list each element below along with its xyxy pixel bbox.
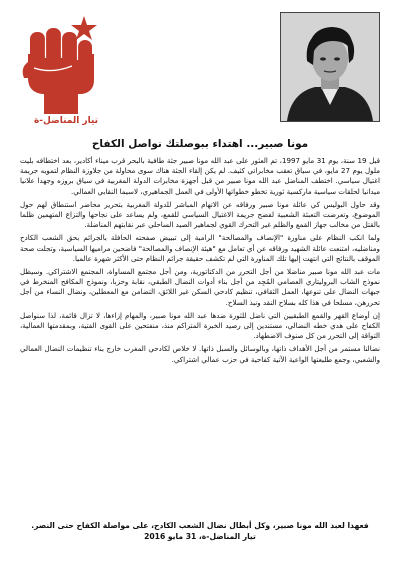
- article-body: [20, 156, 380, 368]
- closing-statement: [20, 520, 380, 542]
- closing-pledge: فعهدا لعبد الله مونا صبير، وكل أبطال نضال الشعب الكادح، على مواصلة الكفاح حتى النصر.: [31, 521, 369, 530]
- paragraph: إن أوضاع القهر والقمع الطبقيين التي ناضل للثورة ضدها عبد الله مونا صبير، والمهام إزاءها، لا تزال قائمة، لذا سنواصل الكفاح على هدي خطه النضالي، مستندين إلى رصيد الخبرة المتراكم منذ، منفتحين على القوى الفتية، وبمقدمتها العمالية، التواقة إلى التحرر من كل صنوف الاضطهاد.: [20, 310, 380, 341]
- paragraph: قبل 19 سنة، يوم 31 مايو 1997، تم العثور على عبد الله مونا صبير جثة طافية بالبحر قرب ميناء أكادير، بعد اختطافه بليت ملول يوم 27 مايو، في سياق تعقب مخابراتي كثيف. لم يكن إلقاء الجثة هناك سوى محاولة من جلاوزة النظام لتمويه جريمة اغتيال سياسي. اختطف المناضل عبد الله مونا صبير من قبل أجهزة مخابرات الدولة المغربية في سياق بروزه وجهدا علانيا ميدانيا لحلقات سياسية ماركسية ثورية تخطو خطواتها الأولى في العمل الجماهيري، لاسيما النقابي العمالي.: [20, 156, 380, 196]
- paragraph: نضالنا مستمر من أجل الأهداف ذاتها، وبالوسائل والسبل ذاتها. لا خلاص لكادحي المغرب خارج بناء تنظيمات النضال العمالي والشعبي، وجمع طليعتها الواعية الآتية كفاحية في حزب عمالي اشتراكي.: [20, 344, 380, 364]
- paragraph: ولما انكب النظام على مناورة "الإنصاف والمصالحة" الرامية إلى تبييض صفحته الحافلة بالجرائم بحق الشعب الكادح ومناضليه، امتنعت عائلة الشهيد ورفاقه عن أي تعامل مع "هيئة الإنصاف والمصالحة" فاضحين مراميها السياسية، وتجلت صحة الموقف بالنتائج التي انتهت إليها تلك المناورة التي لم تكشف حقيقة جرائم النظام حتى الأكثر شهرة عالميا.: [20, 233, 380, 263]
- logo-caption: تيار المناضل-ة: [33, 116, 99, 126]
- portrait-photo-icon: [281, 13, 379, 121]
- paragraph: وقد حاول البوليس كي عائلة مونا صبير ورفاقه عن الاتهام المباشر للدولة المغربية بتحرير محاضر استنطاق لهم حول الموضوع، وتعرضت التعبئة الشعبية لفضح جريمة الاغتيال السياسي للقمع، ولم يساعد على نجاحها والتزاع المتهمين ظلما بالقتل من مخالب جهاز القمع والظلم غير التحرك القوي لجماهير الصيد الساحلي عبر نقابتهم المناضلة.: [20, 199, 380, 230]
- closing-signature: تيار المناضل-ة، 31 مايو 2016: [144, 532, 256, 541]
- portrait-photo: [280, 12, 380, 122]
- paragraph: مات عبد الله مونا صبير مناضلا من أجل التحرر من الدكتاتورية، ومن أجل مجتمع المساواة، المجتمع الاشتراكي. وسيظل نموذج الشاب البروليتاري العصامي المُجِد من أجل بناء أدوات النضال الطبقي، نقابة وحزبا، ونموذج المكافح المنخرط في جبهات النضال على تنوعها، العمل الثقافي، تنظيم كادحي السكن غير اللائق، التضامن مع المعطلين، ونضال النساء من أجل تحررهن، مسلحا في هذا كله بسلاح النقد ونبذ السلاح.: [20, 267, 380, 307]
- article-title: مونا صبير... اهتداء ببوصلتك نواصل الكفاح: [91, 138, 309, 150]
